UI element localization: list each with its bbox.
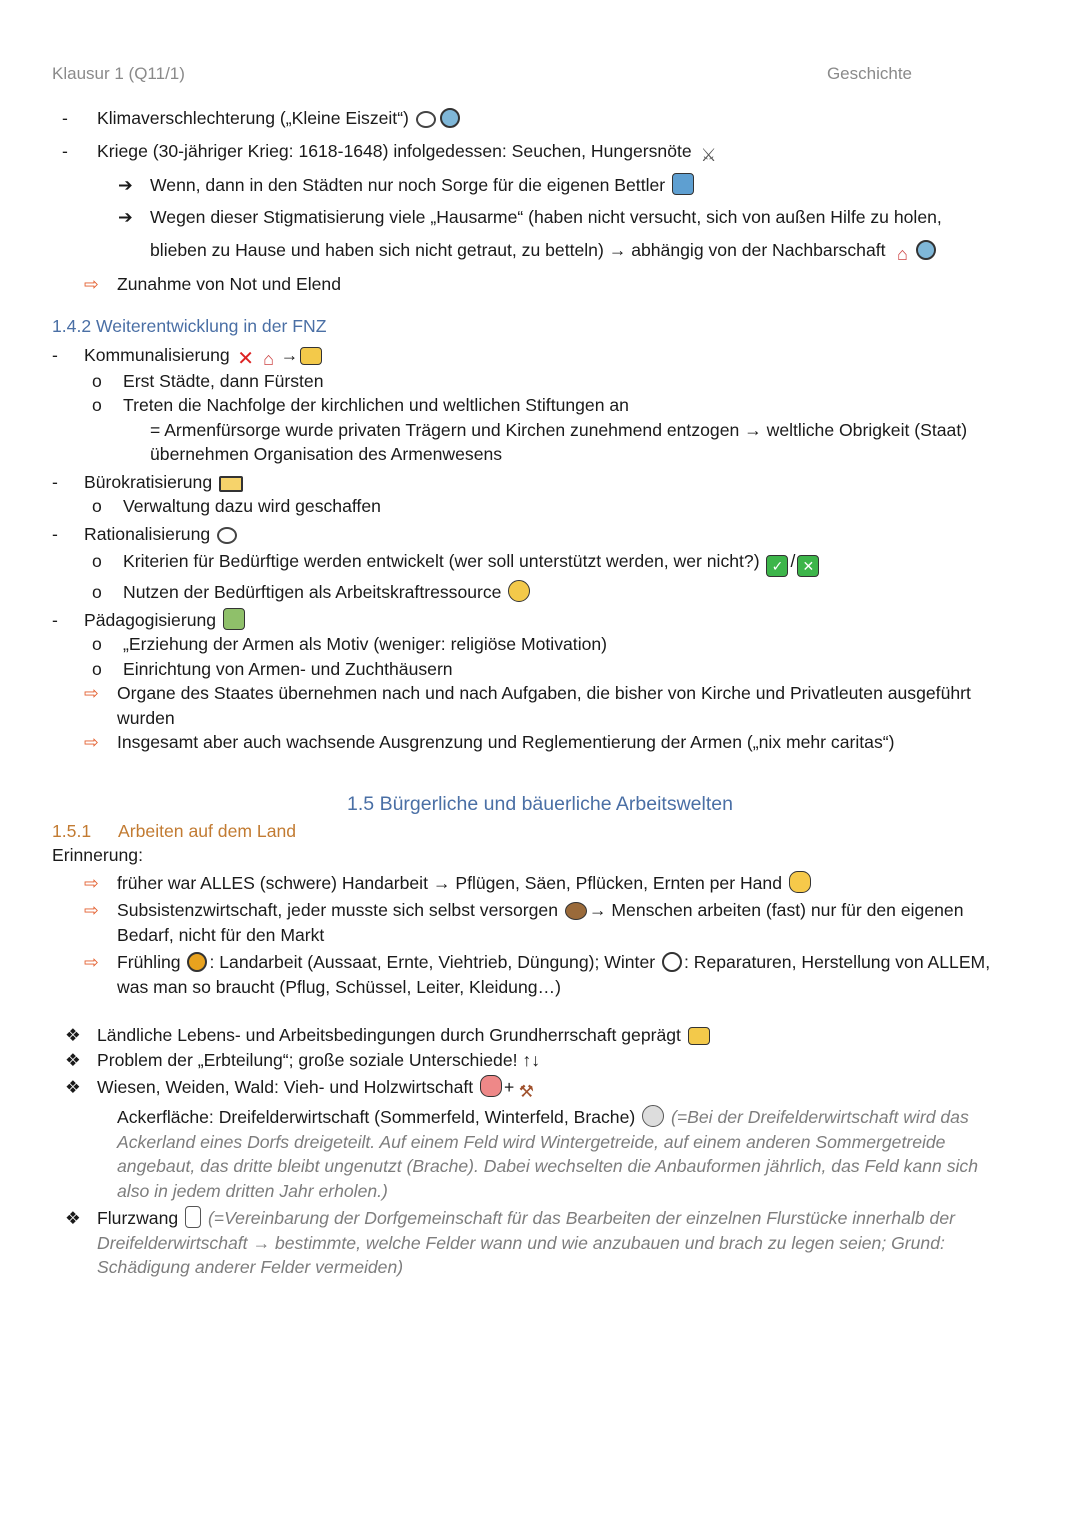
raised-hand-icon — [789, 871, 811, 893]
note-line — [0, 1130, 1080, 1155]
item-text: : Reparaturen, Herstellung von ALLEM, — [684, 952, 991, 972]
speech-bubble-icon — [217, 527, 237, 544]
item-text: früher war ALLES (schwere) Handarbeit → Pflügen, Säen, Pflücken, Ernten per Hand — [117, 872, 783, 893]
note-text: also in jedem dritten Jahr erholen.) — [117, 1180, 388, 1201]
list-item — [0, 393, 1080, 418]
subsection-heading — [52, 819, 1080, 844]
item-text: Frühling — [117, 952, 181, 972]
dash-marker: - — [52, 471, 58, 492]
dash-marker: - — [52, 609, 58, 630]
item-text: Erst Städte, dann Fürsten — [123, 370, 324, 391]
list-item — [0, 657, 1080, 682]
hollow-arrow-marker: ⇨ — [84, 732, 99, 752]
list-item — [0, 173, 1080, 198]
item-text: Nutzen der Bedürftigen als Arbeitskraftressource — [123, 582, 502, 602]
x-box-icon: ✕ — [797, 555, 819, 577]
section-title: 1.5 Bürgerliche und bäuerliche Arbeitswelten — [347, 792, 733, 815]
list-item — [0, 343, 1080, 369]
item-text: Ackerfläche: Dreifelderwirtschaft (Sommerfeld, Winterfeld, Brache) — [117, 1107, 636, 1127]
item-text: Zunahme von Not und Elend — [117, 273, 341, 294]
diamond-marker: ❖ — [65, 1077, 81, 1097]
list-item — [0, 681, 1080, 706]
list-item — [0, 1023, 1080, 1048]
plus-text: + — [504, 1077, 515, 1097]
dash-marker: - — [52, 523, 58, 544]
list-item — [0, 470, 1080, 495]
header-subject: Geschichte — [826, 64, 912, 83]
dash-marker: - — [62, 140, 68, 161]
list-item-continued — [0, 923, 1080, 948]
check-box-icon: ✓ — [766, 555, 788, 577]
diamond-marker: ❖ — [65, 1025, 81, 1045]
list-item — [0, 950, 1080, 975]
item-text: was man so braucht (Pflug, Schüssel, Leiter, Kleidung…) — [117, 976, 561, 997]
list-item-continued — [0, 238, 1080, 264]
diamond-marker: ❖ — [65, 1208, 81, 1228]
speech-bubble-icon — [416, 111, 436, 128]
dash-marker: - — [62, 108, 68, 128]
list-item — [0, 139, 1080, 165]
note-text: Ackerland eines Dorfs dreigeteilt. Auf einem Feld wird Wintergetreide, auf einem anderen Sommergetreide — [117, 1131, 946, 1152]
circle-marker: o — [92, 370, 102, 391]
worker-icon — [508, 580, 530, 602]
note-line — [0, 1154, 1080, 1179]
list-item — [0, 1075, 1080, 1102]
cold-face-icon — [440, 108, 460, 128]
arrow-marker: ➔ — [118, 174, 133, 195]
teacher-icon — [223, 608, 245, 630]
arrow-marker: ➔ — [118, 207, 133, 227]
up-down-arrows: ↑↓ — [522, 1049, 540, 1070]
item-text: Klimaverschlechterung („Kleine Eiszeit“) — [97, 108, 409, 128]
list-item — [0, 522, 1080, 547]
item-text: Wenn, dann in den Städten nur noch Sorge für die eigenen Bettler — [150, 174, 666, 195]
circle-marker: o — [92, 634, 102, 654]
item-text: Organe des Staates übernehmen nach und nach Aufgaben, die bisher von Kirche und Privatleuten ausgeführt — [117, 683, 971, 703]
folder-icon — [219, 476, 243, 492]
circle-marker: o — [92, 582, 102, 602]
list-item — [0, 632, 1080, 657]
item-text: = Armenfürsorge wurde privaten Trägern und Kirchen zunehmend entzogen → weltliche Obrigkeit (Staat) — [150, 419, 968, 440]
crossed-swords-icon: ⚔ — [700, 144, 717, 165]
list-item — [0, 1048, 1080, 1073]
item-text: „Erziehung der Armen als Motiv (weniger: religiöse Motivation) — [123, 634, 608, 654]
item-text: Wegen dieser Stigmatisierung viele „Hausarme“ (haben nicht versucht, sich von außen Hilfe zu holen, — [150, 207, 942, 227]
item-text: Bedarf, nicht für den Markt — [117, 924, 325, 945]
circle-marker: o — [92, 658, 102, 679]
item-text: Pädagogisierung — [84, 609, 217, 630]
dash-marker: - — [52, 344, 58, 365]
hollow-arrow-marker: ⇨ — [84, 952, 99, 972]
label-erinnerung: Erinnerung: — [52, 845, 143, 865]
note-text: (=Vereinbarung der Dorfgemeinschaft für das Bearbeiten der einzelnen Flurstücke innerhalb der — [207, 1208, 955, 1228]
diamond-marker: ❖ — [65, 1049, 81, 1070]
list-item — [0, 549, 1080, 577]
list-item — [0, 898, 1080, 923]
item-text: Bürokratisierung — [84, 471, 213, 492]
list-item — [0, 580, 1080, 605]
note-line — [0, 1179, 1080, 1204]
note-line — [0, 1231, 1080, 1256]
list-item — [0, 494, 1080, 519]
list-item — [0, 205, 1080, 230]
arrow-text: → — [280, 344, 299, 365]
list-item-continued — [0, 706, 1080, 731]
item-text: Kriege (30-jähriger Krieg: 1618-1648) infolgedessen: Seuchen, Hungersnöte — [97, 140, 692, 161]
document-body — [0, 106, 1080, 1280]
circle-marker: o — [92, 395, 102, 415]
note-text: (=Bei der Dreifelderwirtschaft wird das — [671, 1107, 969, 1127]
note-text: Dreifelderwirtschaft → bestimmte, welche Felder wann und wie anzubauen und brach zu legen seien; Grund: — [97, 1232, 945, 1253]
house-icon: ⌂ — [896, 243, 908, 264]
list-item-continued — [0, 442, 1080, 467]
item-text: Rationalisierung — [84, 523, 211, 544]
note-text: angebaut, das dritte bleibt ungenutzt (Brache). Dabei wechselten die Anbauformen jährlich, das Feld kann sich — [117, 1156, 978, 1176]
hollow-arrow-marker: ⇨ — [84, 900, 99, 920]
list-item-continued — [0, 1105, 1080, 1130]
section-heading: 1.4.2 Weiterentwicklung in der FNZ — [52, 316, 327, 336]
item-text: Subsistenzwirtschaft, jeder musste sich selbst versorgen — [117, 900, 559, 920]
pointing-finger-icon — [185, 1206, 201, 1228]
hollow-arrow-marker: ⇨ — [84, 683, 99, 703]
crown-icon — [688, 1027, 710, 1045]
item-text: übernehmen Organisation des Armenwesens — [150, 444, 503, 464]
subsection-title: Arbeiten auf dem Land — [118, 820, 297, 841]
circle-marker: o — [92, 551, 102, 571]
list-item — [0, 369, 1080, 394]
item-text: Treten die Nachfolge der kirchlichen und weltlichen Stiftungen an — [123, 395, 629, 415]
note-line — [0, 1255, 1080, 1280]
item-text: Problem der „Erbteilung“; große soziale Unterschiede! — [97, 1049, 518, 1070]
item-text: Kommunalisierung — [84, 344, 230, 365]
item-text: → Menschen arbeiten (fast) nur für den eigenen — [588, 900, 964, 920]
subsection-number: 1.5.1 — [52, 820, 92, 841]
item-text: Kriterien für Bedürftige werden entwickelt (wer soll unterstützt werden, wer nicht?) — [123, 551, 760, 571]
item-text: Flurzwang — [97, 1208, 179, 1228]
circle-marker: o — [92, 496, 102, 516]
list-item — [0, 1206, 1080, 1231]
list-item — [0, 608, 1080, 633]
snowman-icon — [662, 952, 682, 972]
farmer-icon — [642, 1105, 664, 1127]
list-item — [0, 272, 1080, 297]
list-item-continued — [0, 418, 1080, 443]
list-item — [0, 106, 1080, 131]
office-building-icon — [672, 173, 694, 195]
item-text: wurden — [117, 707, 175, 728]
list-item — [0, 730, 1080, 755]
page-header — [52, 64, 912, 90]
item-text: Einrichtung von Armen- und Zuchthäusern — [123, 658, 453, 679]
item-text: Ländliche Lebens- und Arbeitsbedingungen durch Grundherrschaft geprägt — [97, 1025, 681, 1045]
hollow-arrow-marker: ⇨ — [84, 273, 99, 294]
header-course: Klausur 1 (Q11/1) — [52, 64, 185, 83]
item-text: blieben zu Hause und haben sich nicht getraut, zu betteln) → abhängig von der Nachbarschaft — [150, 239, 886, 260]
item-text: Insgesamt aber auch wachsende Ausgrenzung und Reglementierung der Armen („nix mehr caritas“) — [117, 732, 895, 752]
cow-icon — [480, 1075, 502, 1097]
house-icon: ⌂ — [263, 348, 275, 369]
cold-face-icon — [916, 240, 936, 260]
separator-text: / — [790, 551, 796, 571]
potato-icon — [565, 902, 587, 920]
item-text: Verwaltung dazu wird geschaffen — [123, 496, 381, 516]
cross-mark-icon: ✕ — [237, 347, 254, 370]
item-text: Wiesen, Weiden, Wald: Vieh- und Holzwirtschaft — [97, 1077, 474, 1097]
item-text: : Landarbeit (Aussaat, Ernte, Viehtrieb, Düngung); Winter — [209, 952, 656, 972]
axe-icon: ⚒ — [518, 1082, 534, 1101]
list-item-continued — [0, 975, 1080, 1000]
note-text: Schädigung anderer Felder vermeiden) — [97, 1257, 404, 1277]
sunflower-icon — [187, 952, 207, 972]
hollow-arrow-marker: ⇨ — [84, 872, 99, 893]
list-item — [0, 871, 1080, 896]
crown-icon — [300, 347, 322, 365]
